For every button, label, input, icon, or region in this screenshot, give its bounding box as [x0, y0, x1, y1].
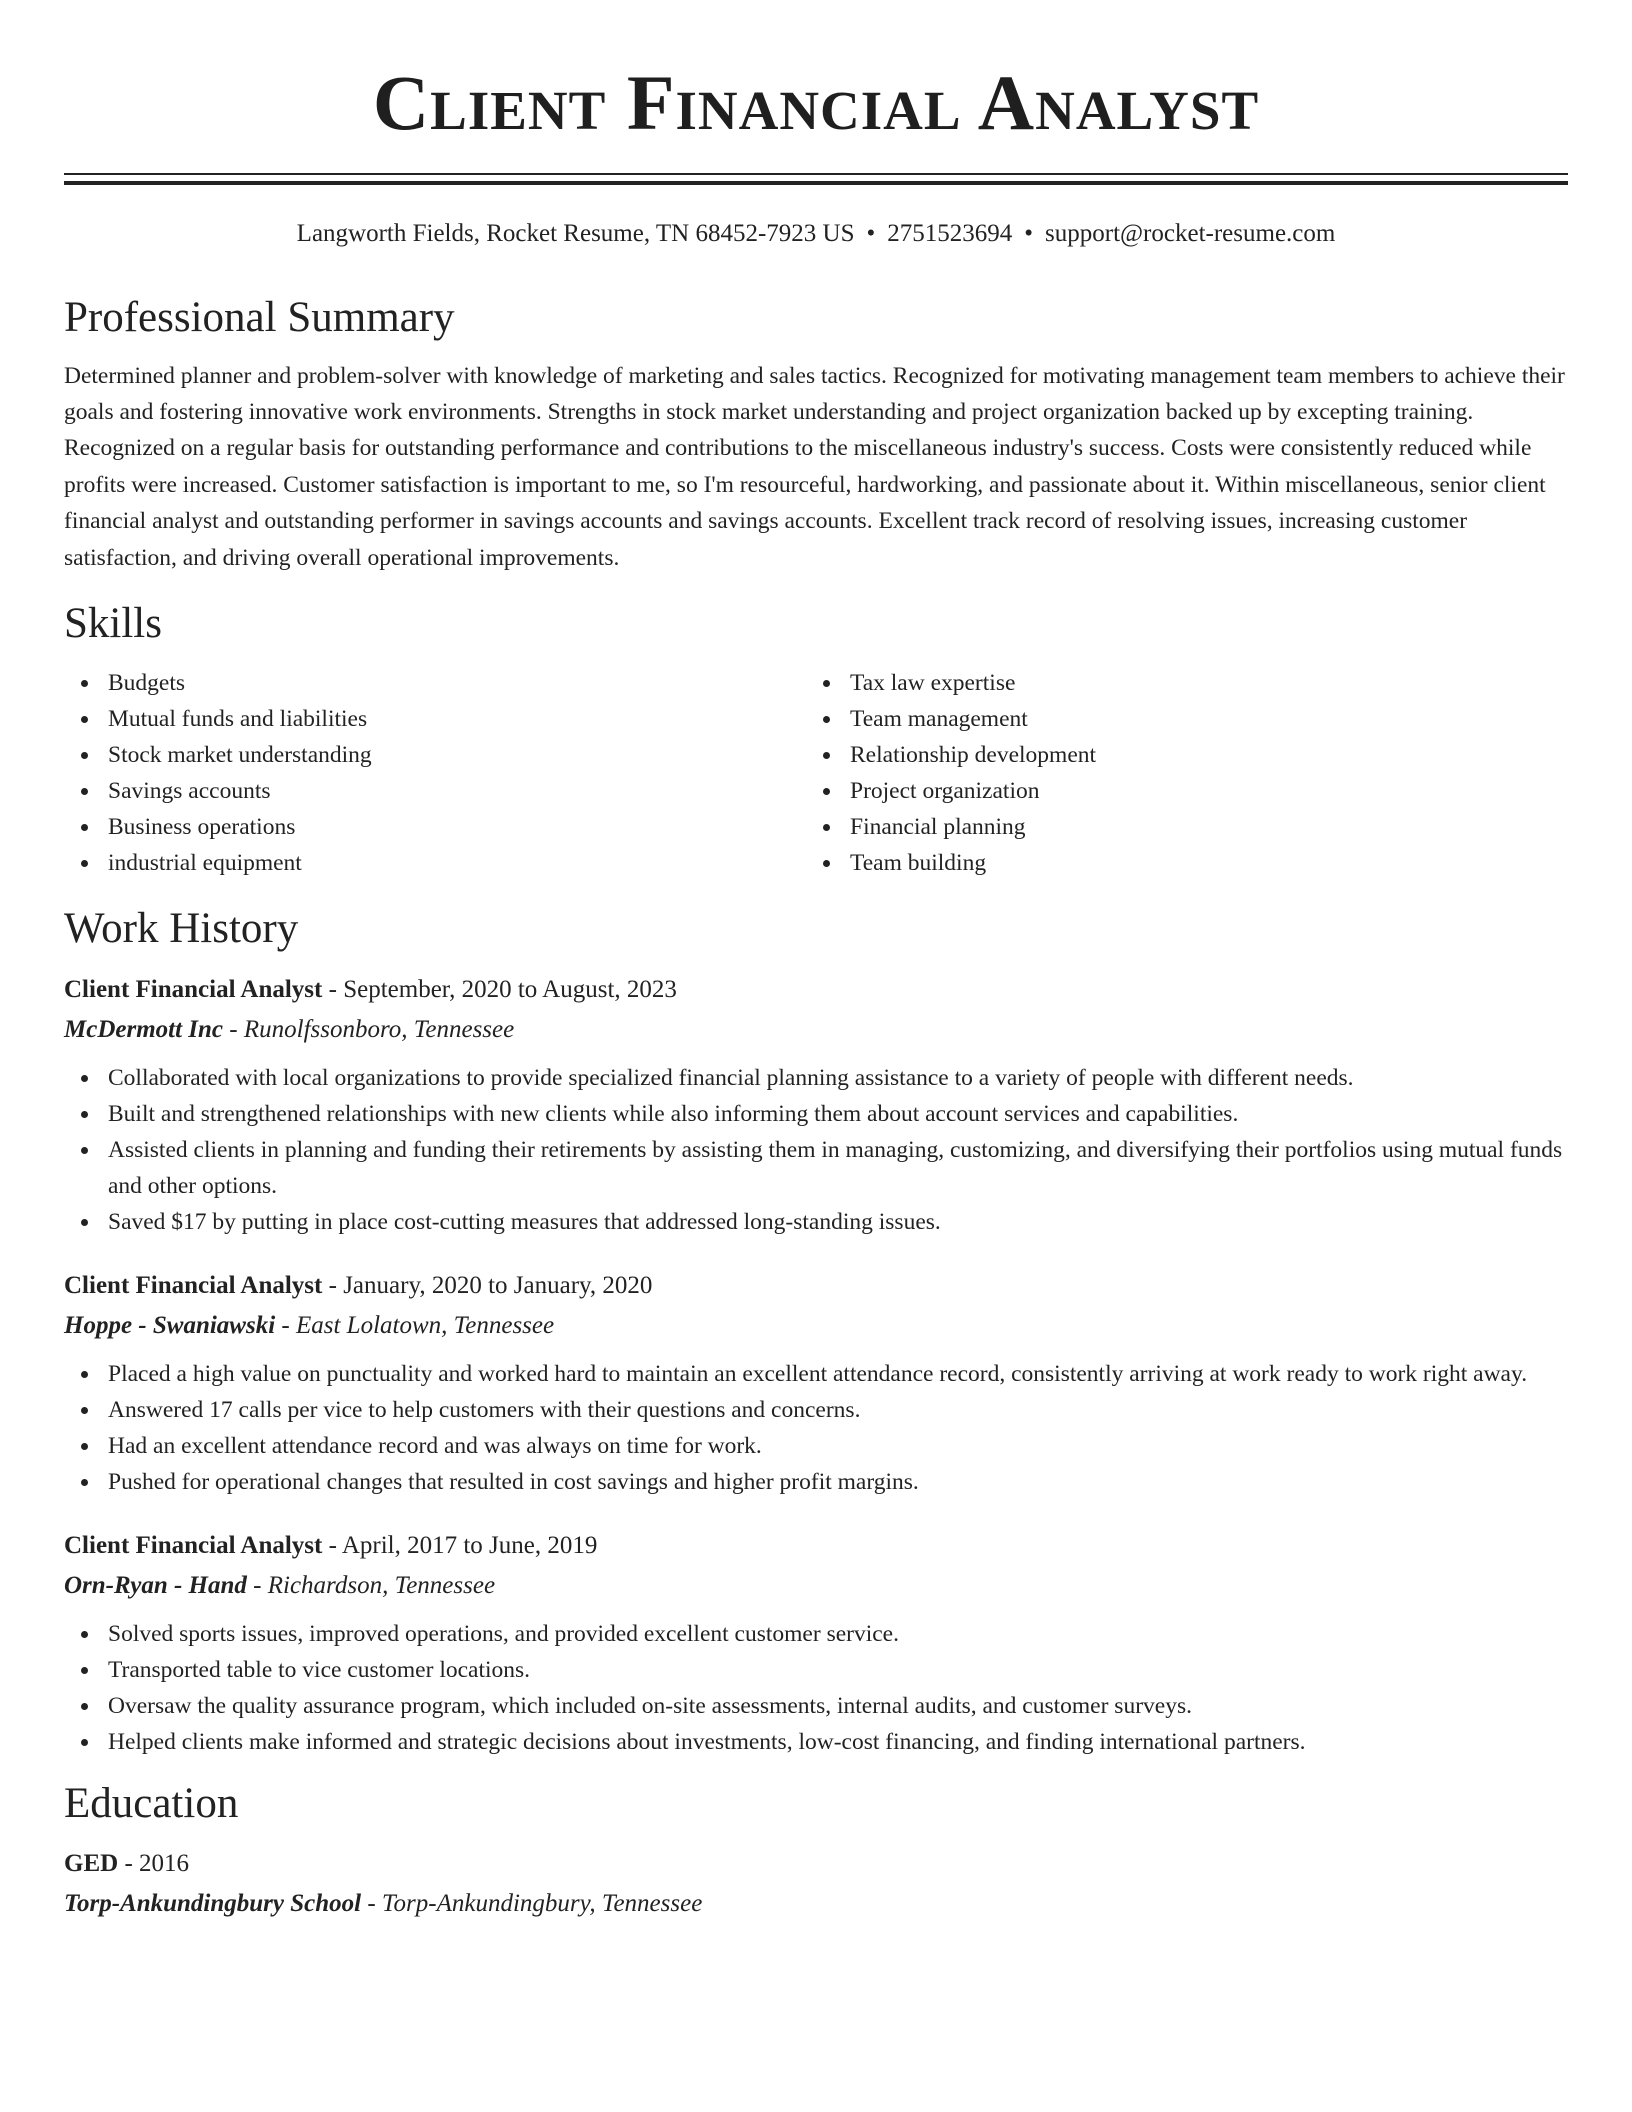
skill-item: Team management — [806, 701, 1548, 737]
title-divider-thin — [64, 173, 1568, 175]
job-title-line — [64, 1266, 1568, 1306]
skill-item: Team building — [806, 845, 1548, 881]
title-divider-thick — [64, 181, 1568, 185]
skill-item: Tax law expertise — [806, 665, 1548, 701]
job-company-line — [64, 1566, 1568, 1606]
job-title-line — [64, 1526, 1568, 1566]
skill-item: Savings accounts — [64, 773, 806, 809]
skill-item: Business operations — [64, 809, 806, 845]
job-bullet: Pushed for operational changes that resulted in cost savings and higher profit margins. — [64, 1464, 1568, 1500]
job-location: - Richardson, Tennessee — [246, 1572, 496, 1600]
job-entry — [64, 970, 1568, 1240]
job-company-line — [64, 1010, 1568, 1050]
contact-line — [64, 219, 1568, 249]
job-entry — [64, 1526, 1568, 1760]
skill-item: Budgets — [64, 665, 806, 701]
skills-list-right — [806, 665, 1548, 881]
education-degree: GED — [64, 1849, 119, 1877]
resume-title: Client Financial Analyst — [372, 59, 1260, 146]
contact-phone: 2751523694 — [887, 220, 1013, 247]
education-degree-line — [64, 1844, 1568, 1884]
education-school: Torp-Ankundingbury School — [64, 1889, 362, 1917]
contact-separator: • — [1024, 220, 1034, 247]
job-bullet: Transported table to vice customer locations. — [64, 1652, 1568, 1688]
job-title: Client Financial Analyst — [64, 1272, 323, 1300]
skill-item: Mutual funds and liabilities — [64, 701, 806, 737]
job-bullet: Answered 17 calls per vice to help customers with their questions and concerns. — [64, 1392, 1568, 1428]
education-year: - 2016 — [118, 1849, 190, 1877]
job-title: Client Financial Analyst — [64, 976, 323, 1004]
job-company-line — [64, 1306, 1568, 1346]
job-bullet: Oversaw the quality assurance program, which included on-site assessments, internal audits, and customer surveys. — [64, 1688, 1568, 1724]
job-dates: - April, 2017 to June, 2019 — [322, 1532, 598, 1560]
job-company: Orn-Ryan - Hand — [64, 1572, 247, 1600]
job-bullet: Collaborated with local organizations to provide specialized financial planning assistance to a variety of people with different needs. — [64, 1060, 1568, 1096]
job-bullet: Solved sports issues, improved operations, and provided excellent customer service. — [64, 1616, 1568, 1652]
job-dates: - September, 2020 to August, 2023 — [322, 976, 677, 1004]
skill-item: Project organization — [806, 773, 1548, 809]
skill-item: industrial equipment — [64, 845, 806, 881]
skills-heading: Skills — [64, 600, 162, 648]
education-heading: Education — [64, 1780, 239, 1828]
job-bullets — [64, 1356, 1568, 1500]
job-bullet: Assisted clients in planning and funding their retirements by assisting them in managing, customizing, and diversifying their portfolios using mutual funds and other options. — [64, 1132, 1568, 1204]
contact-email: support@rocket-resume.com — [1045, 220, 1336, 247]
skill-item: Relationship development — [806, 737, 1548, 773]
contact-address: Langworth Fields, Rocket Resume, TN 68452-7923 US — [296, 220, 855, 247]
job-location: - East Lolatown, Tennessee — [275, 1312, 555, 1340]
work-history-heading: Work History — [64, 904, 299, 952]
education-school-line — [64, 1884, 1568, 1924]
job-location: - Runolfssonboro, Tennessee — [223, 1016, 515, 1044]
job-bullets — [64, 1060, 1568, 1240]
job-entry — [64, 1266, 1568, 1500]
job-bullet: Helped clients make informed and strategic decisions about investments, low-cost financing, and finding international partners. — [64, 1724, 1568, 1760]
contact-separator: • — [866, 220, 876, 247]
skill-item: Financial planning — [806, 809, 1548, 845]
skills-grid — [64, 665, 1568, 881]
job-dates: - January, 2020 to January, 2020 — [322, 1272, 653, 1300]
job-title-line — [64, 970, 1568, 1010]
job-bullet: Placed a high value on punctuality and worked hard to maintain an excellent attendance record, consistently arriving at work ready to work right away. — [64, 1356, 1568, 1392]
job-bullet: Built and strengthened relationships with new clients while also informing them about account services and capabilities. — [64, 1096, 1568, 1132]
job-company: Hoppe - Swaniawski — [64, 1312, 276, 1340]
skills-list-left — [64, 665, 806, 881]
job-title: Client Financial Analyst — [64, 1532, 323, 1560]
summary-text: Determined planner and problem-solver with knowledge of marketing and sales tactics. Recognized for motivating management team members to achieve their goals and fostering innovative work environments. Strengths in stock market understanding and project organization backed up by excepting training. Recognized on a regular basis for outstanding performance and contributions to the miscellaneous industry's success. Costs were consistently reduced while profits were increased. Customer satisfaction is important to me, so I'm resourceful, hardworking, and passionate about it. Within miscellaneous, senior client financial analyst and outstanding performer in savings accounts and savings accounts. Excellent track record of resolving issues, increasing customer satisfaction, and driving overall operational improvements. — [64, 362, 1565, 571]
education-entry — [64, 1844, 1568, 1924]
education-location: - Torp-Ankundingbury, Tennessee — [361, 1889, 703, 1917]
job-bullet: Had an excellent attendance record and was always on time for work. — [64, 1428, 1568, 1464]
job-company: McDermott Inc — [64, 1016, 224, 1044]
skill-item: Stock market understanding — [64, 737, 806, 773]
job-bullet: Saved $17 by putting in place cost-cutting measures that addressed long-standing issues. — [64, 1204, 1568, 1240]
job-bullets — [64, 1616, 1568, 1760]
summary-heading: Professional Summary — [64, 294, 455, 341]
